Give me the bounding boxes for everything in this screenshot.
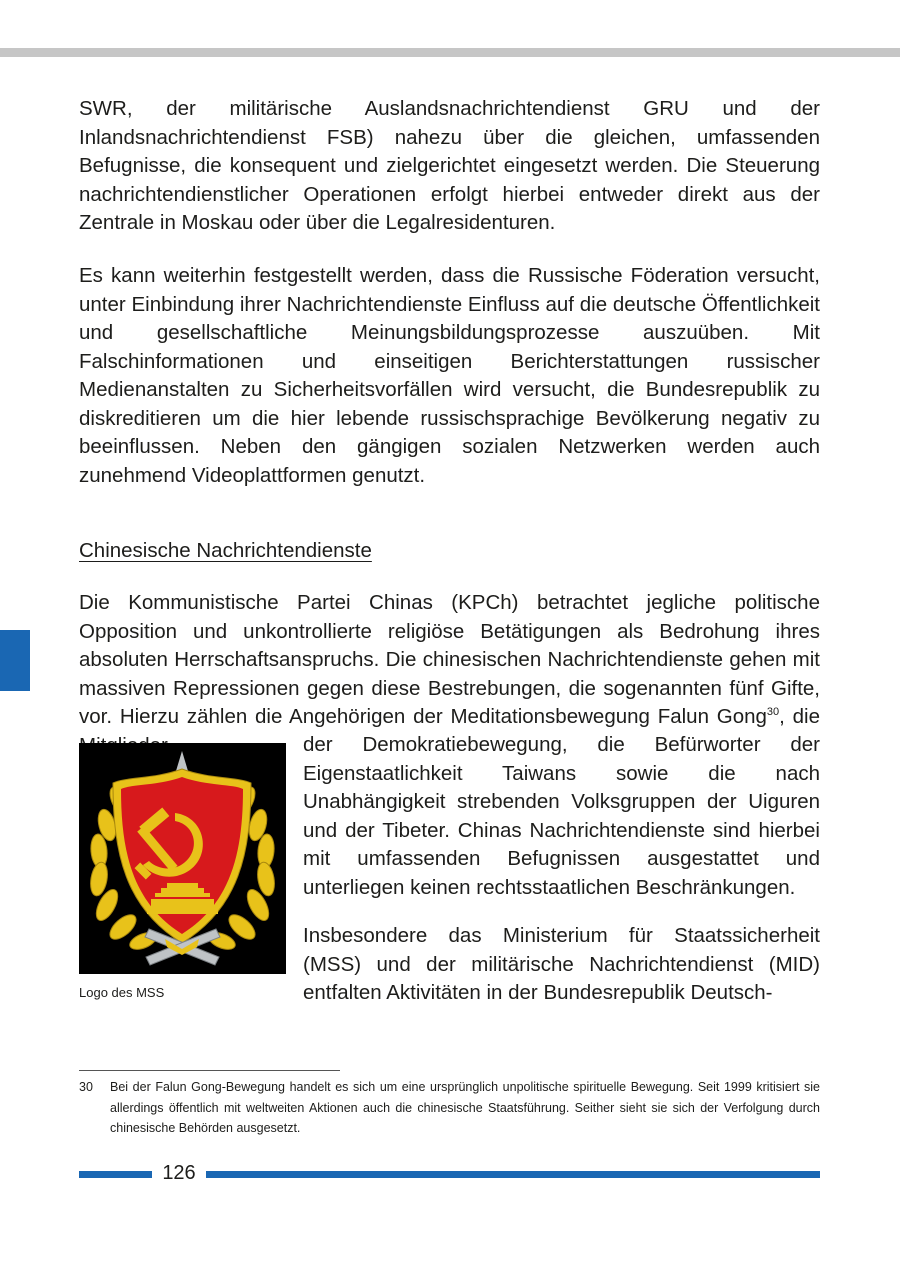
paragraph-text: Die Kommunistische Partei Chinas (KPCh) betrachtet jegliche politische Opposition und unkontrollierte religiöse Betätigungen als Bedrohung ihres absoluten Herrschaftsanspruchs. Die chinesischen Nachrichtendienste gehen mit massiven Repressionen gegen diese Bestrebungen, die sogenannten fünf Gifte, vor. Hierzu zählen die Angehörigen der Meditationsbewegung Falun Gong xyxy=(79,591,820,728)
footnote-number: 30 xyxy=(79,1080,93,1094)
page-number: 126 xyxy=(162,1162,196,1184)
paragraph-russian-services: SWR, der militärische Auslandsnachrichtendienst GRU und der Inlandsnachrichtendienst FSB) nahezu über die gleichen, umfassenden Befugnisse, die konsequent und zielgerichtet eingesetzt werden. Die Steuerung nachrichtendienstlicher Operationen erfolgt hierbei entweder direkt aus der Zentrale in Moskau oder über die Legalresidenturen. xyxy=(79,97,820,234)
footnote-divider xyxy=(79,1070,340,1071)
figure-caption: Logo des MSS xyxy=(79,985,165,1000)
paragraph-russian-influence: Es kann weiterhin festgestellt werden, dass die Russische Föderation versucht, unter Einbindung ihrer Nachrichtendienste Einfluss auf die deutsche Öffentlichkeit und gesellschaftliche Meinungsbildungsprozesse auszuüben. Mit Falschinformationen und einseitigen Berichterstattungen russischer Medienanstalten zu Sicherheitsvorfällen wird versucht, die Bundesrepublik zu diskreditieren um die hier lebende russischsprachige Bevölkerung negativ zu beeinflussen. Neben den gängigen sozialen Netzwerken werden auch zunehmend Videoplattformen genutzt. xyxy=(79,264,820,487)
mss-emblem-icon xyxy=(79,743,286,974)
footnote xyxy=(79,1077,820,1139)
footnote-text: Bei der Falun Gong-Bewegung handelt es sich um eine ursprünglich unpolitische spirituelle Bewegung. Seit 1999 kritisiert sie allerdings öffentlich mit weltweiten Aktionen auch die chinesische Staatsführung. Seither sieht sie sich der Verfolgung durch chinesische Behörden ausgesetzt. xyxy=(110,1080,820,1135)
chapter-tab-marker xyxy=(0,630,30,691)
paragraph-chinese-continued: der Demokratiebewegung, die Befürworter der Eigenstaatlichkeit Taiwans sowie die nach Unabhängigkeit strebenden Volksgruppen der Uiguren und der Tibeter. Chinas Nachrichtendienste sind hierbei mit umfassenden Befugnissen ausgestattet und unterliegen keinen rechtsstaatlichen Beschränkungen. xyxy=(303,733,820,899)
footnote-reference[interactable]: 30 xyxy=(766,706,780,719)
header-rule xyxy=(0,48,900,57)
section-heading: Chinesische Nachrichtendienste xyxy=(79,539,372,562)
paragraph-mss-mid: Insbesondere das Ministerium für Staatssicherheit (MSS) und der militärische Nachrichtendienst (MID) entfalten Aktivitäten in der Bundesrepublik Deutsch- xyxy=(303,924,820,1004)
footer-bar-right xyxy=(206,1171,820,1178)
paragraph-text: , die xyxy=(779,705,821,728)
mss-logo-image xyxy=(79,743,286,974)
footer-bar-left xyxy=(79,1171,152,1178)
